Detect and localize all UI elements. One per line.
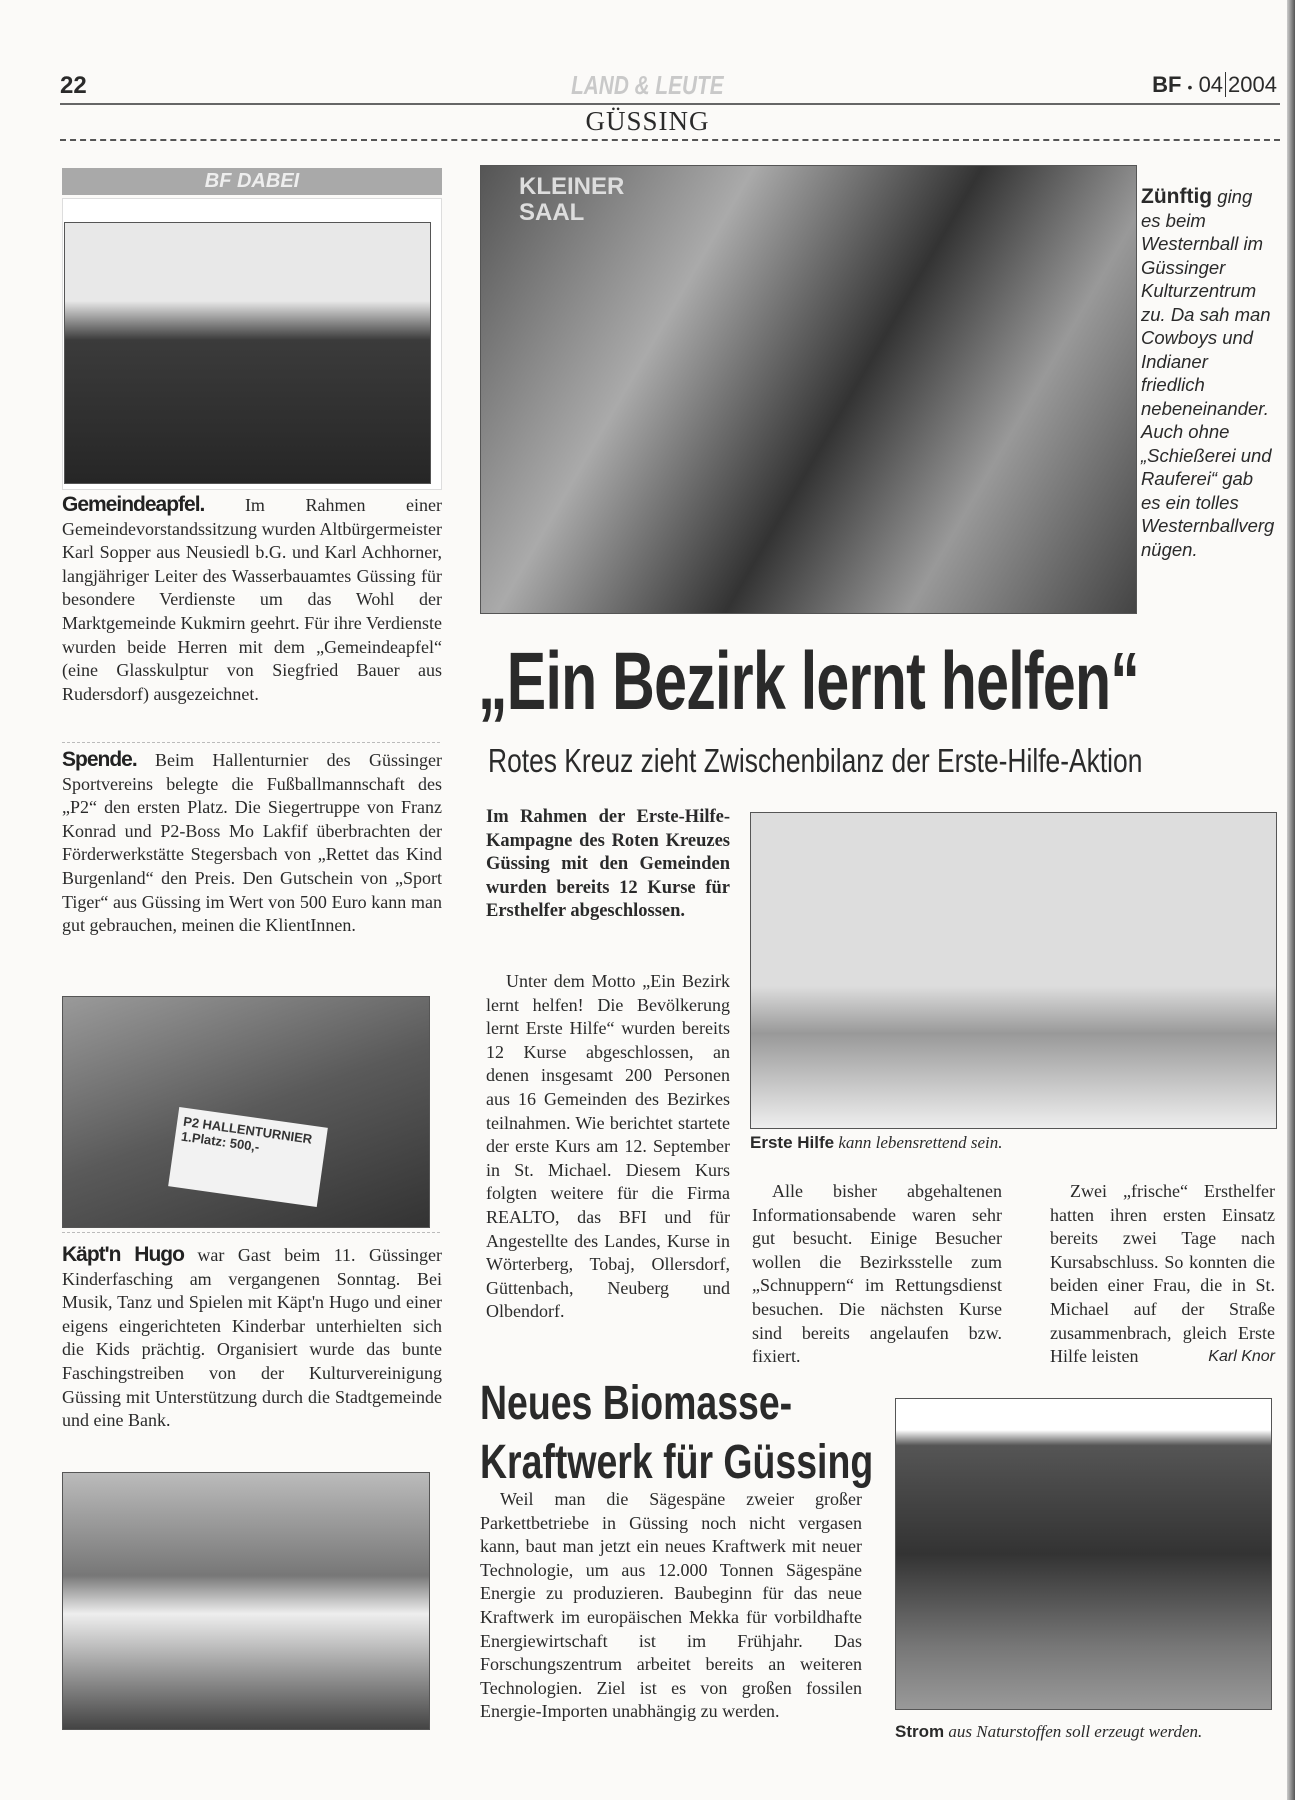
header-rule xyxy=(60,103,1280,105)
headline-text: „Ein Bezirk lernt helfen“ xyxy=(478,636,1140,727)
headline xyxy=(478,635,1295,729)
item-text: Im Rahmen einer Gemeindevorstandssitzung wurden Altbürgermeister Karl Sopper aus Neusiedl b.G. und Karl Achhorner, langjähriger Leiter des Wasserbauamtes Güssing für besondere Verdienste um das Wohl der Marktgemeinde Kukmirn geehrt. Für ihre Verdienste wurden beide Herren mit dem „Gemeindeapfel“ (eine Glasskulptur von Siegfried Bauer aus Rudersdorf) ausgezeichnet. xyxy=(62,495,442,704)
item-spende xyxy=(62,748,442,938)
award-photo xyxy=(64,222,431,484)
publication-name: BF xyxy=(1152,72,1182,97)
issue-number: 04 xyxy=(1198,72,1224,97)
issue-year: 2004 xyxy=(1228,72,1277,97)
item-text: Beim Hallenturnier des Güssinger Sportvereins belegte die Fußballmannschaft des „P2“ den ersten Platz. Die Siegertruppe von Franz Konrad und P2-Boss Mo Lakfif überbrachten der Förderwerkstätte Stegersbach von „Rettet das Kind Burgenland“ den Preis. Den Gutschein von „Sport Tiger“ aus Güssing im Wert von 500 Euro kann man gut gebrauchen, meinen die KlientInnen. xyxy=(62,750,442,936)
kicker: Gemeindeapfel. xyxy=(62,493,205,516)
article-col1: Unter dem Motto „Ein Bezirk lernt helfen! Die Bevölkerung lernt Erste Hilfe“ wurden bereits 12 Kurse abgeschlossen, an denen insgesamt 200 Personen aus 16 Gemeinden des Bezirkes teilnahmen. Wie berichtet startete der erste Kurs am 12. September in St. Michael. Diesem Kurs folgten weitere für die Firma REALTO, das BFI und für Angestellte des Landes, Kurse in Wörterberg, Tobaj, Ollersdorf, Güttenbach, Neuberg und Olbendorf. xyxy=(486,971,730,1322)
region-title: GÜSSING xyxy=(585,106,710,136)
westernball-caption xyxy=(1141,185,1275,561)
issue-info xyxy=(1152,72,1277,98)
subheadline xyxy=(488,742,1295,780)
divider xyxy=(62,742,440,743)
power-plant-caption xyxy=(895,1722,1202,1742)
item-text: war Gast beim 11. Güssinger Kinderfasching am vergangenen Sonntag. Bei Musik, Tanz und Spielen mit Käpt'n Hugo und einer eigens eingerichteten Kinderbar unterhielten sich die Kids prächtig. Organisiert wurde das bunte Faschingstreiben von der Kulturvereinigung Güssing mit Unterstützung durch die Stadtgemeinde und eine Bank. xyxy=(62,1245,442,1431)
page-number: 22 xyxy=(60,72,87,99)
kicker: Käpt'n Hugo xyxy=(62,1243,184,1266)
caption-kicker: Erste Hilfe xyxy=(750,1133,835,1152)
divider xyxy=(62,1232,440,1233)
prize-check: P2 HALLENTURNIER 1.Platz: 500,- xyxy=(168,1107,328,1207)
item-kaeptn-hugo xyxy=(62,1243,442,1433)
caption-text: ging es beim Westernball im Güssinger Kulturzentrum zu. Da sah man Cowboys und Indianer friedlich nebeneinander. Auch ohne „Schießerei und Rauferei“ gab es ein tolles Westernballvergnügen. xyxy=(1141,186,1275,560)
first-aid-caption xyxy=(750,1133,1002,1153)
first-aid-photo xyxy=(750,812,1277,1129)
caption-kicker: Zünftig xyxy=(1141,185,1213,208)
bullet: • xyxy=(1187,79,1193,95)
col3-text: Zwei „frische“ Ersthelfer hatten ihren ersten Einsatz bereits zwei Tage nach Kursabschluss. So konnten die beiden einer Frau, die in St. Michael auf der Straße zusammenbrach, gleich Erste Hilfe leisten xyxy=(1050,1181,1275,1367)
power-plant-photo xyxy=(895,1398,1272,1710)
kinderfasching-photo xyxy=(62,1472,430,1730)
sidebar-label: BF DABEI xyxy=(62,168,442,195)
article-lead: Im Rahmen der Erste-Hilfe-Kampagne des Roten Kreuzes Güssing mit den Gemeinden wurden bereits 12 Kurse für Ersthelfer abgeschlossen. xyxy=(486,807,730,922)
scan-edge xyxy=(1287,0,1295,1800)
caption-text: kann lebensrettend sein. xyxy=(838,1133,1003,1152)
headline-line: Kraftwerk für Güssing xyxy=(480,1436,874,1489)
item-gemeindeapfel xyxy=(62,493,442,706)
donation-photo xyxy=(62,996,430,1228)
article-col2: Alle bisher abgehaltenen Informationsabende waren sehr gut besucht. Einige Besucher wollen die Bezirksstelle zum „Schnuppern“ im Rettungsdienst besuchen. Die nächsten Kurse sind bereits angelaufen bzw. fixiert. xyxy=(752,1181,1002,1367)
subheadline-text: Rotes Kreuz zieht Zwischenbilanz der Erste-Hilfe-Aktion xyxy=(488,742,1143,779)
section-label: LAND & LEUTE xyxy=(571,70,724,100)
header-dashed-rule xyxy=(60,139,1280,141)
section-title xyxy=(0,70,1295,101)
caption-kicker: Strom xyxy=(895,1722,945,1741)
photo-sign: KLEINER SAAL xyxy=(519,173,625,226)
caption-text: aus Naturstoffen soll erzeugt werden. xyxy=(948,1722,1203,1741)
kicker: Spende. xyxy=(62,748,137,771)
article-col3 xyxy=(1050,1180,1275,1369)
author: Karl Knor xyxy=(1208,1348,1275,1366)
biomasse-body: Weil man die Sägespäne zweier großer Parkettbetriebe in Güssing noch nicht vergasen kann, baut man jetzt ein neues Kraftwerk mit neuer Technologie, um aus 12.000 Tonnen Sägespäne Energie zu produzieren. Baubeginn für das neue Kraftwerk im europäischen Mekka für vorbildhafte Energiewirtschaft ist im Frühjahr. Das Forschungszentrum arbeitet bereits an weiteren Technologien. Ziel ist es von großen fossilen Energie-Importen unabhängig zu werden. xyxy=(480,1489,862,1722)
headline-line: Neues Biomasse- xyxy=(480,1377,793,1430)
westernball-photo xyxy=(480,165,1137,614)
